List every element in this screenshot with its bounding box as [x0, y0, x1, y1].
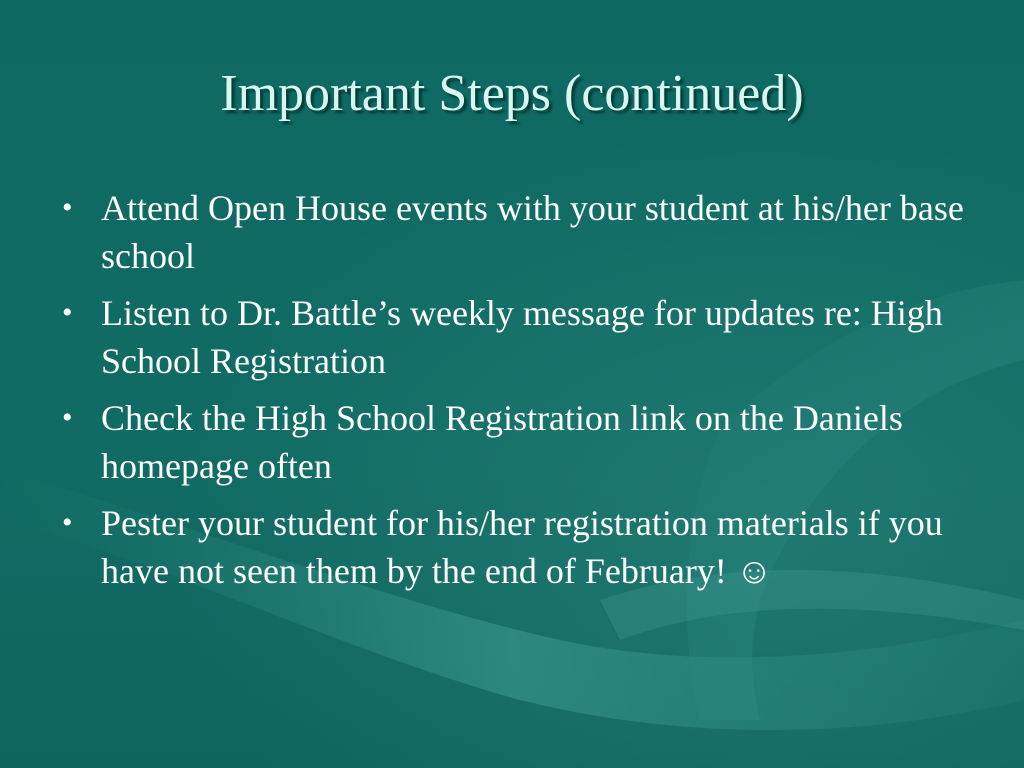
bullet-dot-icon: •: [62, 296, 73, 329]
bullet-text: Attend Open House events with your student at his/her base school: [101, 188, 964, 276]
bullet-item: [58, 289, 968, 385]
bullet-dot-icon: •: [62, 401, 73, 434]
bullet-text: Check the High School Registration link on the Daniels homepage often: [101, 398, 903, 486]
bullet-item: [58, 499, 968, 595]
slide-title: Important Steps (continued): [220, 65, 804, 122]
bullet-item: [58, 184, 968, 280]
bullet-dot-icon: •: [62, 191, 73, 224]
bullet-list: [58, 184, 968, 604]
bullet-dot-icon: •: [62, 506, 73, 539]
bullet-text: Listen to Dr. Battle’s weekly message for updates re: High School Registration: [101, 293, 943, 381]
bullet-item: [58, 394, 968, 490]
bullet-text: Pester your student for his/her registration materials if you have not seen them by the end of February! ☺: [101, 503, 943, 591]
